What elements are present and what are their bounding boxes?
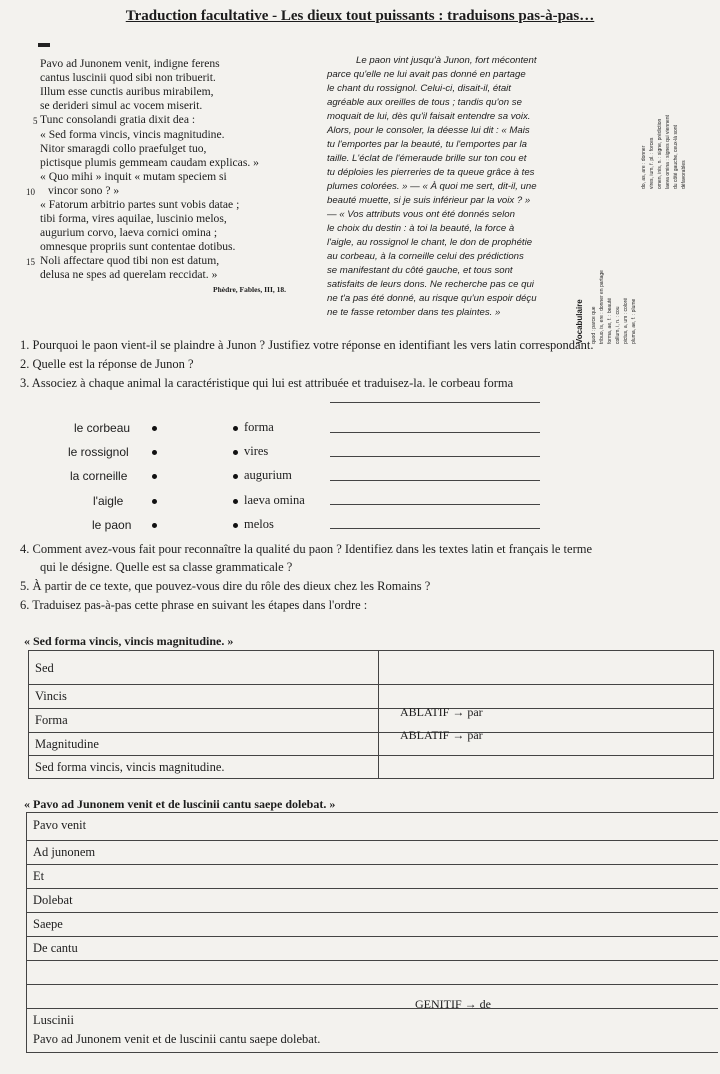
table-row: Saepe [33,917,63,931]
animal-label: l'aigle [93,494,124,508]
match-dot[interactable] [152,450,157,455]
vocabulary-box [573,44,688,344]
trait-label: vires [244,444,269,458]
match-dot[interactable] [152,426,157,431]
french-line: parce qu'elle ne lui avait pas donné en partage [327,69,526,80]
answer-line[interactable] [330,480,540,481]
answer-line[interactable] [330,402,540,403]
vocab-line: défavorables [681,160,687,189]
french-line: agréable aux oreilles de tous ; tandis qu'on se [327,97,522,108]
trait-label: melos [244,517,274,531]
decorative-bar [38,43,50,47]
vocabulary-title: Vocabulaire [575,299,584,344]
animal-label: le corbeau [74,421,131,435]
table-row: Sed forma vincis, vincis magnitudine. [35,760,225,774]
match-dot[interactable] [233,426,238,431]
line-number: 5 [33,116,38,126]
latin-line: Nitor smaragdi collo praefulget tuo, [40,142,207,155]
table-sentence: « Pavo ad Junonem venit et de luscinii cantu saepe dolebat. » [24,797,336,811]
animal-label: la corneille [70,469,128,483]
vocab-line: omen, inis, n. : signe, prédiction [657,118,663,189]
table-row: Magnitudine [35,737,99,751]
french-line: Alors, pour le consoler, la déesse lui dit : « Mais [327,125,530,136]
page-title: Traduction facultative - Les dieux tout puissants : traduisons pas-à-pas… [125,8,595,24]
french-line: ne te fasse retomber dans tes plaintes. » [327,307,501,318]
match-dot[interactable] [152,499,157,504]
match-dot[interactable] [152,474,157,479]
french-line: moquait de lui, dès qu'il faisait entendre sa voix. [327,111,531,122]
table-row: Forma [35,713,68,727]
match-dot[interactable] [233,450,238,455]
french-line: Le paon vint jusqu'à Junon, fort mécontent [356,55,537,66]
table-row: Et [33,869,45,883]
answer-line[interactable] [330,528,540,529]
latin-line: vincor sono ? » [48,184,120,197]
vocab-line: du côté gauche, ceux-là sont [673,125,679,189]
match-dot[interactable] [233,474,238,479]
table-sentence: « Sed forma vincis, vincis magnitudine. » [24,634,234,648]
french-line: tu déploies les pierreries de ta queue grâce à tes [327,167,535,178]
trait-label: laeva omina [244,493,305,507]
answer-line[interactable] [330,456,540,457]
match-dot[interactable] [152,523,157,528]
trait-label: forma [244,420,274,434]
grammar-annotation: ABLATIF → par [400,705,483,719]
trait-label: augurium [244,468,292,482]
vocab-line: tribuo, is, ere : donner en partage [599,270,605,344]
latin-line: delusa ne spes ad querelam reccidat. » [40,268,218,281]
table-row: Dolebat [33,893,73,907]
table-row: Sed [35,661,54,675]
vocab-line: laeva omina : signes qui viennent [665,115,671,189]
table-row: Ad junonem [33,845,96,859]
grammar-annotation: GENITIF → de [415,997,491,1011]
question-2: 2. Quelle est la réponse de Junon ? [20,357,194,371]
latin-line: tibi forma, vires aquilae, luscinio melos, [40,212,227,225]
french-line: tu l'emportes par la beauté, tu l'emportes par la [327,139,527,150]
question-4-continued: qui le désigne. Quelle est sa classe grammaticale ? [40,560,293,574]
latin-line: Pavo ad Junonem venit, indigne ferens [40,57,220,70]
latin-line: Tunc consolandi gratia dixit dea : [40,113,196,126]
question-5: 5. À partir de ce texte, que pouvez-vous dire du rôle des dieux chez les Romains ? [20,579,431,593]
vocab-line: vires, ium, f. pl. : forces [649,137,655,189]
question-6: 6. Traduisez pas-à-pas cette phrase en suivant les étapes dans l'ordre : [20,598,368,612]
vocab-line: forma, ae, f. : beauté [607,297,613,344]
french-line: ne t'a pas été donné, au risque qu'un espoir déçu [327,293,537,304]
match-dot[interactable] [233,499,238,504]
latin-line: « Sed forma vincis, vincis magnitudine. [40,128,225,141]
vocab-line: quod : parce que [591,306,597,344]
match-dot[interactable] [233,523,238,528]
latin-line: augurium corvo, laeva cornici omina ; [40,226,218,239]
latin-line: se derideri simul ac vocem miserit. [40,99,203,112]
latin-line: pictisque plumis gemmeam caudam explicas. » [40,156,259,169]
answer-line[interactable] [330,432,540,433]
french-line: le chant du rossignol. Celui-ci, disait-il, était [327,83,511,94]
answer-line[interactable] [330,504,540,505]
vocab-line: do, as, are : donner [641,145,647,189]
question-1: 1. Pourquoi le paon vient-il se plaindre à Junon ? Justifiez votre réponse en identifiant les vers latin correspondant. [20,338,594,352]
grammar-annotation: ABLATIF → par [400,728,483,742]
french-line: au corbeau, à la corneille celui des prédictions [327,251,524,262]
latin-line: omnesque propriis sunt contentae dotibus. [40,240,236,253]
table-row: Pavo venit [33,818,87,832]
table-row: Pavo ad Junonem venit et de luscinii cantu saepe dolebat. [33,1032,321,1046]
question-3: 3. Associez à chaque animal la caractéristique qui lui est attribuée et traduisez-la. le corbeau forma [20,376,514,390]
french-line: taille. L'éclat de l'émeraude brille sur ton cou et [327,153,527,164]
vocab-line: pluma, ae, f. : plume [631,298,637,344]
animal-label: le rossignol [68,445,129,459]
latin-line: Illum esse cunctis auribus mirabilem, [40,85,214,98]
french-line: — « Vos attributs vous ont été donnés selon [327,209,515,220]
vocab-line: pictus, a, um : coloré [623,297,629,344]
vocab-line: collum, i, n. : cou [615,306,621,344]
question-4: 4. Comment avez-vous fait pour reconnaître la qualité du paon ? Identifiez dans les textes latin et français le terme [20,542,593,556]
french-line: l'aigle, au rossignol le chant, le don de prophétie [327,237,533,248]
table-row: Vincis [35,689,67,703]
french-line: beauté muette, si je suis inférieur par la voix ? » [327,195,531,206]
latin-line: « Fatorum arbitrio partes sunt vobis datae ; [40,198,240,211]
latin-line: « Quo mihi » inquit « mutam speciem si [40,170,227,183]
latin-line: Noli affectare quod tibi non est datum, [40,254,220,267]
line-number: 10 [26,187,35,197]
french-line: plumes colorées. » — « À quoi me sert, dit-il, une [327,181,537,192]
line-number: 15 [26,257,35,267]
french-line: le choix du destin : à toi la beauté, la force à [327,223,515,234]
latin-line: cantus luscinii quod sibi non tribuerit. [40,71,216,84]
table-row: De cantu [33,941,78,955]
animal-label: le paon [92,518,132,532]
source-citation: Phèdre, Fables, III, 18. [213,285,286,294]
french-line: se manifestant du côté gauche, et tous sont [327,265,513,276]
table-row: Luscinii [33,1013,74,1027]
french-line: satisfaits de leurs dons. Ne recherche pas ce qui [327,279,534,290]
